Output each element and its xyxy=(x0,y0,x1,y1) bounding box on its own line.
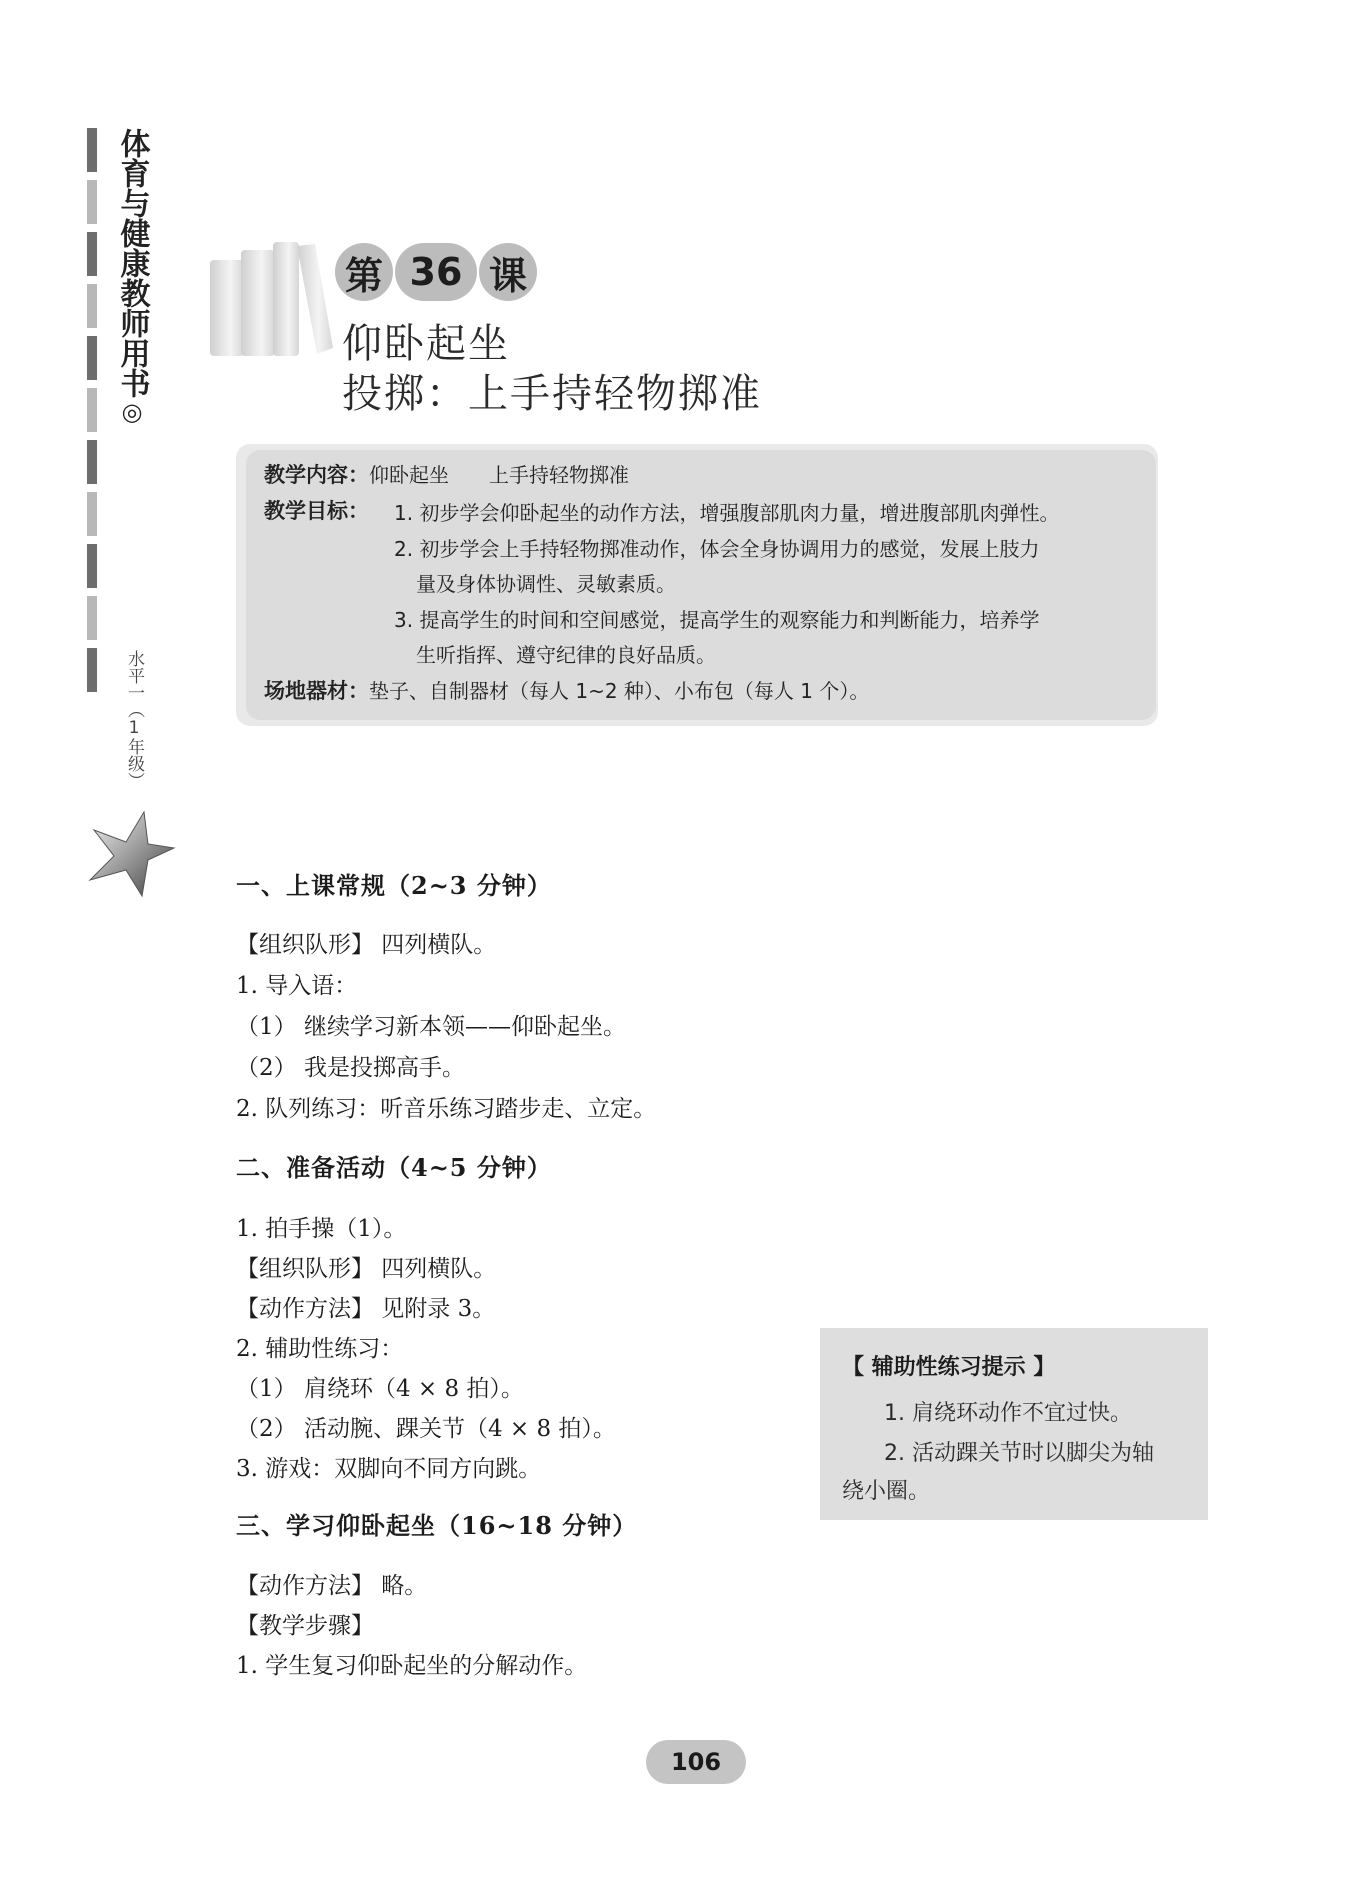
section-1-line-3: （1） 继续学习新本领——仰卧起坐。 xyxy=(236,1014,626,1040)
lesson-number xyxy=(335,242,537,302)
tip-line-1: 1. 肩绕环动作不宜过快。 xyxy=(884,1401,1132,1426)
section-1-line-2: 1. 导入语： xyxy=(236,973,358,999)
section-3-title: 三、学习仰卧起坐（16~18 分钟） xyxy=(236,1511,638,1540)
section-3-line-3: 1. 学生复习仰卧起坐的分解动作。 xyxy=(236,1653,588,1679)
lesson-info-box xyxy=(246,450,1156,720)
goal-3-cont: 生听指挥、遵守纪律的良好品质。 xyxy=(416,643,716,667)
books-icon xyxy=(205,238,335,358)
section-2-line-5: （1） 肩绕环（4 × 8 拍）。 xyxy=(236,1376,524,1402)
star-icon xyxy=(86,810,176,898)
section-2-line-3: 【动作方法】 见附录 3。 xyxy=(236,1296,496,1322)
section-2-line-2: 【组织队形】 四列横队。 xyxy=(236,1256,497,1282)
section-2-title: 二、准备活动（4~5 分钟） xyxy=(236,1153,552,1182)
section-1-line-5: 2. 队列练习：听音乐练习踏步走、立定。 xyxy=(236,1096,657,1122)
equipment-value: 垫子、自制器材（每人 1~2 种）、小布包（每人 1 个）。 xyxy=(369,679,870,703)
section-2-line-1: 1. 拍手操（1）。 xyxy=(236,1216,407,1242)
goals-label: 教学目标： xyxy=(264,499,369,523)
section-1-line-1: 【组织队形】 四列横队。 xyxy=(236,932,497,958)
goal-2: 2. 初步学会上手持轻物掷准动作，体会全身协调用力的感觉，发展上肢力 xyxy=(394,537,1040,561)
tip-line-2: 2. 活动踝关节时以脚尖为轴 xyxy=(884,1441,1154,1466)
equipment-row xyxy=(264,674,869,708)
goal-2-cont: 量及身体协调性、灵敏素质。 xyxy=(416,572,676,596)
section-3-line-2: 【教学步骤】 xyxy=(236,1613,374,1639)
section-2-line-6: （2） 活动腕、踝关节（4 × 8 拍）。 xyxy=(236,1416,616,1442)
goal-1: 1. 初步学会仰卧起坐的动作方法，增强腹部肌肉力量，增进腹部肌肉弹性。 xyxy=(394,501,1060,525)
book-title xyxy=(112,128,152,426)
section-3-line-1: 【动作方法】 略。 xyxy=(236,1573,428,1599)
section-2-line-7: 3. 游戏：双脚向不同方向跳。 xyxy=(236,1456,542,1482)
margin-bars xyxy=(87,128,97,700)
tip-line-2-cont: 绕小圈。 xyxy=(842,1479,931,1504)
page-number: 106 xyxy=(646,1740,746,1784)
lesson-prefix: 第 xyxy=(335,243,393,301)
book-title-text: 体育与健康教师用书 xyxy=(114,128,150,398)
lesson-number-value: 36 xyxy=(395,243,477,301)
book-mark-icon: ◎ xyxy=(121,398,143,426)
lesson-subtitle-1: 仰卧起坐 xyxy=(342,321,510,367)
tip-box xyxy=(820,1328,1208,1520)
section-1-title: 一、上课常规（2~3 分钟） xyxy=(236,871,552,900)
goal-3: 3. 提高学生的时间和空间感觉，提高学生的观察能力和判断能力，培养学 xyxy=(394,608,1040,632)
section-1-line-4: （2） 我是投掷高手。 xyxy=(236,1055,465,1081)
lesson-subtitle-2: 投掷：上手持轻物掷准 xyxy=(342,371,762,417)
content-value: 仰卧起坐 上手持轻物掷准 xyxy=(369,463,629,487)
grade-level-label: 水平一（1年级） xyxy=(124,650,144,789)
tip-title: 【 辅助性练习提示 】 xyxy=(842,1355,1056,1380)
content-label: 教学内容： xyxy=(264,463,369,487)
content-row xyxy=(264,458,629,492)
lesson-suffix: 课 xyxy=(479,243,537,301)
section-2-line-4: 2. 辅助性练习： xyxy=(236,1336,404,1362)
equipment-label: 场地器材： xyxy=(264,679,369,703)
